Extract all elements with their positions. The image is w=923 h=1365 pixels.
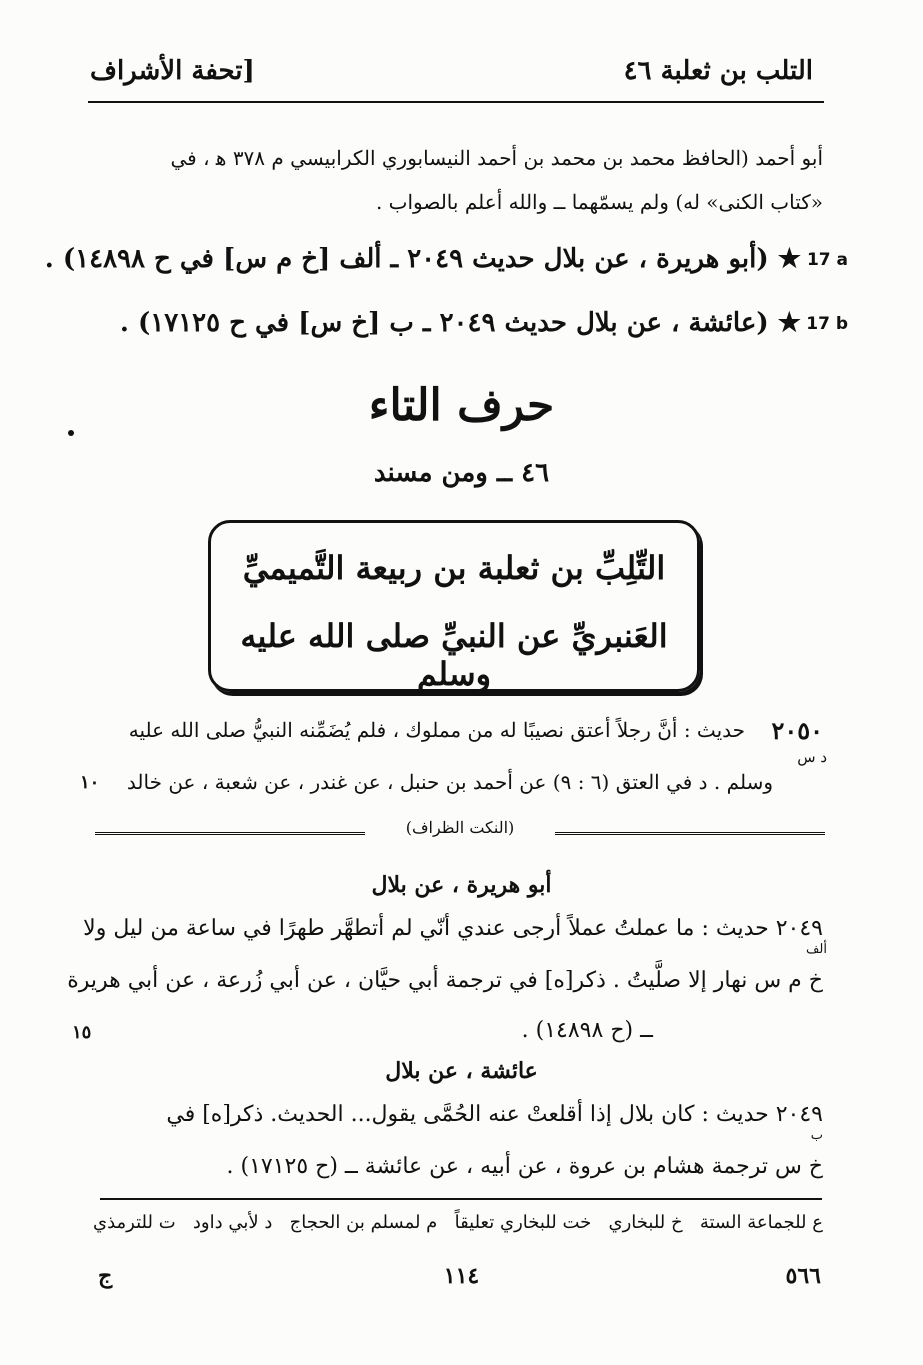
line-number-15: ١٥ [72, 1022, 92, 1043]
section-heading: حرف التاء [368, 380, 555, 431]
siglum-key [93, 1212, 823, 1233]
intro-line-1: أبو أحمد (الحافظ محمد بن محمد بن أحمد النيسابوري الكرابيسي م ٣٧٨ ﻫ ، في [170, 146, 823, 170]
page-number: ٥٦٦ [785, 1263, 821, 1289]
running-header-book-title: [تحفة الأشراف [90, 56, 255, 86]
subsection-2-sub-mark: ب [810, 1128, 823, 1143]
siglum-muslim: م لمسلم بن الحجاج [289, 1212, 438, 1233]
subsection-1-line-3: ــ (ح ١٤٨٩٨) . [521, 1018, 653, 1043]
section-subheading: ٤٦ ــ ومن مسند [373, 458, 550, 488]
subsection-1-line-2: خ م س نهار إلا صلَّيتُ . ذكر[ه] في ترجمة أبي حيَّان ، عن أبي زُرعة ، عن أبي هريرة [67, 968, 823, 993]
narrator-name-line-2: العَنبريِّ عن النبيِّ صلى الله عليه وسلم [240, 617, 668, 693]
narrator-name-box [208, 520, 700, 692]
subsection-2-line-1: ٢٠٤٩ حديث : كان بلال إذا أقلعتْ عنه الحُمَّى يقول... الحديث. ذكر[ه] في [166, 1102, 823, 1127]
signature-number: ١١٤ [443, 1263, 480, 1289]
volume-mark: ج [98, 1263, 113, 1289]
siglum-jamaa: ع للجماعة الستة [699, 1212, 823, 1233]
entry-marker-17a: 17 a [806, 250, 848, 270]
divider-rule-left [95, 832, 365, 835]
subsection-2-line-2: خ س ترجمة هشام بن عروة ، عن أبيه ، عن عائشة ــ (ح ١٧١٢٥) . [226, 1154, 823, 1179]
hadith-2050-line-2: وسلم . د في العتق (٦ : ٩) عن أحمد بن حنبل ، عن غندر ، عن شعبة ، عن خالد [126, 770, 773, 794]
entry-17b: ★ (عائشة ، عن بلال حديث ٢٠٤٩ ـ ب [خ س] في ح ١٧١٢٥) . [119, 308, 801, 338]
intro-line-2: «كتاب الكنى» له) ولم يسمّهما ــ والله أعلم بالصواب . [375, 190, 823, 214]
siglum-tirmidhi: ت للترمذي [93, 1212, 176, 1233]
entry-17a: ★ (أبو هريرة ، عن بلال حديث ٢٠٤٩ ـ ألف [خ م س] في ح ١٤٨٩٨) . [44, 244, 801, 274]
subsection-1-title: أبو هريرة ، عن بلال [371, 872, 552, 898]
nukat-divider [95, 818, 825, 848]
siglum-abu-dawud: د لأبي داود [192, 1212, 273, 1233]
hadith-2050-line-1: حديث : أنَّ رجلاً أعتق نصيبًا له من مملوك ، فلم يُضَمِّنه النبيُّ صلى الله عليه [128, 718, 745, 742]
siglum-bukhari: خ للبخاري [608, 1212, 683, 1233]
margin-dot [68, 430, 74, 436]
subsection-1-line-1: ٢٠٤٩ حديث : ما عملتُ عملاً أرجى عندي أنّي لم أتطهَّر طهرًا في ساعة من ليل ولا [83, 916, 823, 941]
subsection-1-sub-mark: ألف [805, 942, 827, 957]
subsection-2-title: عائشة ، عن بلال [385, 1058, 538, 1084]
header-rule [88, 101, 824, 103]
divider-rule-right [555, 832, 825, 835]
siglum-bukhari-taliq: خت للبخاري تعليقاً [454, 1212, 592, 1233]
footer-rule [100, 1198, 822, 1200]
narrator-name-line-1: التِّلِبِّ بن ثعلبة بن ربيعة التَّميميِّ [242, 549, 666, 587]
entry-marker-17b: 17 b [806, 314, 848, 334]
hadith-2050-sigla: د س [797, 748, 827, 766]
divider-label: (النكت الظراف) [405, 818, 515, 837]
hadith-number-2050: ٢٠٥٠ [771, 716, 823, 745]
running-header-title: التلب بن ثعلبة ٤٦ [623, 56, 813, 86]
line-number-10: ١٠ [80, 772, 100, 793]
